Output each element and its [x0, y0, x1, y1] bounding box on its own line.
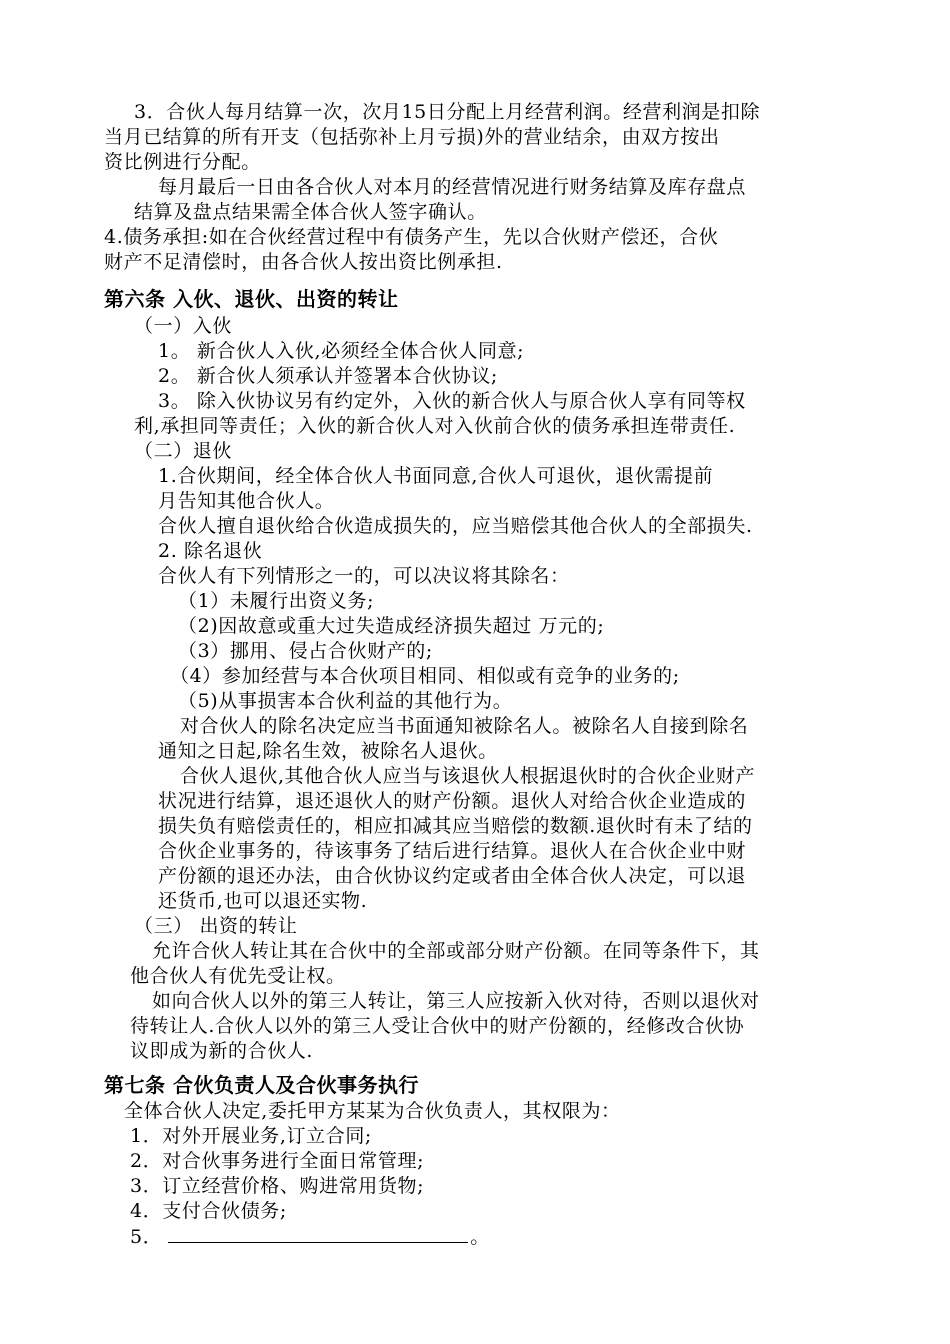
text-line: 月告知其他合伙人。 — [158, 490, 335, 512]
list-number: 5． — [130, 1226, 163, 1248]
list-item: （5)从事损害本合伙利益的其他行为。 — [178, 690, 513, 712]
subsection-title: （一）入伙 — [134, 315, 233, 337]
list-item: 4．支付合伙债务; — [130, 1200, 287, 1222]
text-line: 合伙人擅自退伙给合伙造成损失的，应当赔偿其他合伙人的全部损失. — [158, 515, 753, 537]
list-item: 1。 新合伙人入伙,必须经全体合伙人同意; — [158, 340, 525, 362]
fill-in-blank — [168, 1224, 468, 1243]
subsection-title: （三） 出资的转让 — [134, 915, 298, 937]
text-line: 议即成为新的合伙人. — [130, 1040, 314, 1062]
text-line: 全体合伙人决定,委托甲方某某为合伙负责人，其权限为： — [124, 1100, 621, 1122]
list-item: 3。 除入伙协议另有约定外，入伙的新合伙人与原合伙人享有同等权 — [158, 390, 746, 412]
text-line: 当月已结算的所有开支（包括弥补上月亏损)外的营业结余，由双方按出 — [104, 126, 720, 148]
text-line: 状况进行结算，退还退伙人的财产份额。退伙人对给合伙企业造成的 — [158, 790, 747, 812]
list-item: （3）挪用、侵占合伙财产的; — [178, 640, 433, 662]
text-line: 待转让人.合伙人以外的第三人受让合伙中的财产份额的，经修改合伙协 — [130, 1015, 745, 1037]
list-item: （4）参加经营与本合伙项目相同、相似或有竞争的业务的; — [170, 665, 680, 687]
text-line: 还货币,也可以退还实物. — [158, 890, 368, 912]
list-item: （2)因故意或重大过失造成经济损失超过 万元的; — [178, 615, 605, 637]
article-6-heading: 第六条 入伙、退伙、出资的转让 — [104, 287, 399, 311]
list-item: 2．对合伙事务进行全面日常管理; — [130, 1150, 425, 1172]
text-line: 损失负有赔偿责任的，相应扣减其应当赔偿的数额.退伙时有未了结的 — [158, 815, 753, 837]
text-line: 合伙企业事务的，待该事务了结后进行结算。退伙人在合伙企业中财 — [158, 840, 747, 862]
text-line: 4.债务承担:如在合伙经营过程中有债务产生，先以合伙财产偿还，合伙 — [104, 226, 719, 248]
list-item: 1．对外开展业务,订立合同; — [130, 1125, 372, 1147]
text-line: 利,承担同等责任；入伙的新合伙人对入伙前合伙的债务承担连带责任. — [134, 415, 736, 437]
text-line: 如向合伙人以外的第三人转让，第三人应按新入伙对待，否则以退伙对 — [152, 990, 760, 1012]
text-line: 通知之日起,除名生效，被除名人退伙。 — [158, 740, 498, 762]
text-line: 资比例进行分配。 — [104, 151, 261, 173]
text-line: 结算及盘点结果需全体合伙人签字确认。 — [134, 201, 487, 223]
text-line: 对合伙人的除名决定应当书面通知被除名人。被除名人自接到除名 — [180, 715, 749, 737]
text-line: 合伙人退伙,其他合伙人应当与该退伙人根据退伙时的合伙企业财产 — [180, 765, 756, 787]
list-item — [130, 1224, 490, 1248]
text-line: 每月最后一日由各合伙人对本月的经营情况进行财务结算及库存盘点 — [158, 176, 747, 198]
punctuation: 。 — [470, 1226, 490, 1248]
text-line: 3．合伙人每月结算一次，次月15日分配上月经营利润。经营利润是扣除 — [134, 101, 761, 123]
list-item: 1.合伙期间，经全体合伙人书面同意,合伙人可退伙，退伙需提前 — [158, 465, 714, 487]
text-line: 财产不足清偿时，由各合伙人按出资比例承担. — [104, 251, 503, 273]
list-item: 2. 除名退伙 — [158, 540, 263, 562]
list-item: 3．订立经营价格、购进常用货物; — [130, 1175, 425, 1197]
text-line: 产份额的退还办法，由合伙协议约定或者由全体合伙人决定，可以退 — [158, 865, 747, 887]
text-line: 他合伙人有优先受让权。 — [130, 965, 346, 987]
article-7-heading: 第七条 合伙负责人及合伙事务执行 — [104, 1073, 419, 1097]
text-line: 合伙人有下列情形之一的，可以决议将其除名： — [158, 565, 570, 587]
list-item: （1）未履行出资义务; — [178, 590, 375, 612]
text-line: 允许合伙人转让其在合伙中的全部或部分财产份额。在同等条件下，其 — [152, 940, 760, 962]
subsection-title: （二）退伙 — [134, 440, 233, 462]
list-item: 2。 新合伙人须承认并签署本合伙协议; — [158, 365, 498, 387]
